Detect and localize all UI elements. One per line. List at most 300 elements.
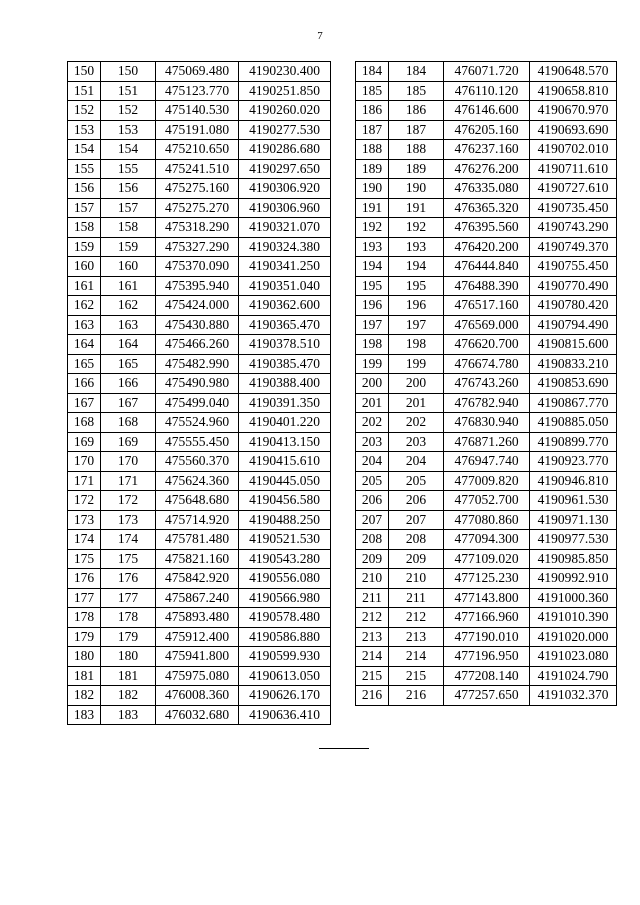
y-coordinate-cell: 4190923.770 — [530, 452, 617, 472]
point-number-cell: 152 — [68, 101, 101, 121]
x-coordinate-cell: 475327.290 — [156, 237, 239, 257]
x-coordinate-cell: 475560.370 — [156, 452, 239, 472]
y-coordinate-cell: 4190815.600 — [530, 335, 617, 355]
point-number-cell: 166 — [68, 374, 101, 394]
x-coordinate-cell: 475318.290 — [156, 218, 239, 238]
vertex-number-cell: 192 — [389, 218, 444, 238]
point-number-cell: 158 — [68, 218, 101, 238]
x-coordinate-cell: 475624.360 — [156, 471, 239, 491]
x-coordinate-cell: 475941.800 — [156, 647, 239, 667]
table-row — [68, 569, 331, 589]
vertex-number-cell: 153 — [101, 120, 156, 140]
y-coordinate-cell: 4190946.810 — [530, 471, 617, 491]
vertex-number-cell: 202 — [389, 413, 444, 433]
table-row — [68, 179, 331, 199]
y-coordinate-cell: 4190566.980 — [239, 588, 331, 608]
vertex-number-cell: 162 — [101, 296, 156, 316]
point-number-cell: 177 — [68, 588, 101, 608]
table-row — [68, 627, 331, 647]
y-coordinate-cell: 4190306.960 — [239, 198, 331, 218]
x-coordinate-cell: 475123.770 — [156, 81, 239, 101]
vertex-number-cell: 179 — [101, 627, 156, 647]
y-coordinate-cell: 4191020.000 — [530, 627, 617, 647]
vertex-number-cell: 151 — [101, 81, 156, 101]
table-row — [68, 608, 331, 628]
y-coordinate-cell: 4190378.510 — [239, 335, 331, 355]
point-number-cell: 192 — [356, 218, 389, 238]
table-row — [68, 276, 331, 296]
y-coordinate-cell: 4190297.650 — [239, 159, 331, 179]
table-row — [356, 686, 617, 706]
point-number-cell: 165 — [68, 354, 101, 374]
point-number-cell: 154 — [68, 140, 101, 160]
vertex-number-cell: 213 — [389, 627, 444, 647]
vertex-number-cell: 170 — [101, 452, 156, 472]
x-coordinate-cell: 477257.650 — [444, 686, 530, 706]
vertex-number-cell: 200 — [389, 374, 444, 394]
y-coordinate-cell: 4190351.040 — [239, 276, 331, 296]
x-coordinate-cell: 475821.160 — [156, 549, 239, 569]
y-coordinate-cell: 4190391.350 — [239, 393, 331, 413]
table-row — [356, 257, 617, 277]
point-number-cell: 207 — [356, 510, 389, 530]
y-coordinate-cell: 4190735.450 — [530, 198, 617, 218]
vertex-number-cell: 193 — [389, 237, 444, 257]
vertex-number-cell: 211 — [389, 588, 444, 608]
x-coordinate-cell: 477080.860 — [444, 510, 530, 530]
table-row — [68, 218, 331, 238]
y-coordinate-cell: 4190321.070 — [239, 218, 331, 238]
point-number-cell: 214 — [356, 647, 389, 667]
x-coordinate-cell: 476488.390 — [444, 276, 530, 296]
y-coordinate-cell: 4190780.420 — [530, 296, 617, 316]
table-row — [68, 510, 331, 530]
point-number-cell: 201 — [356, 393, 389, 413]
point-number-cell: 187 — [356, 120, 389, 140]
y-coordinate-cell: 4190260.020 — [239, 101, 331, 121]
vertex-number-cell: 184 — [389, 62, 444, 82]
point-number-cell: 209 — [356, 549, 389, 569]
table-row — [68, 198, 331, 218]
vertex-number-cell: 210 — [389, 569, 444, 589]
y-coordinate-cell: 4190743.290 — [530, 218, 617, 238]
table-row — [356, 432, 617, 452]
y-coordinate-cell: 4190755.450 — [530, 257, 617, 277]
x-coordinate-cell: 475191.080 — [156, 120, 239, 140]
x-coordinate-cell: 476517.160 — [444, 296, 530, 316]
table-row — [68, 530, 331, 550]
table-row — [68, 686, 331, 706]
vertex-number-cell: 197 — [389, 315, 444, 335]
x-coordinate-cell: 477094.300 — [444, 530, 530, 550]
table-row — [68, 120, 331, 140]
table-row — [68, 491, 331, 511]
table-row — [68, 237, 331, 257]
table-row — [356, 413, 617, 433]
vertex-number-cell: 204 — [389, 452, 444, 472]
table-row — [68, 549, 331, 569]
x-coordinate-cell: 477109.020 — [444, 549, 530, 569]
vertex-number-cell: 177 — [101, 588, 156, 608]
table-row — [356, 198, 617, 218]
point-number-cell: 168 — [68, 413, 101, 433]
y-coordinate-cell: 4190693.690 — [530, 120, 617, 140]
vertex-number-cell: 187 — [389, 120, 444, 140]
y-coordinate-cell: 4190833.210 — [530, 354, 617, 374]
x-coordinate-cell: 475867.240 — [156, 588, 239, 608]
point-number-cell: 180 — [68, 647, 101, 667]
x-coordinate-cell: 477166.960 — [444, 608, 530, 628]
y-coordinate-cell: 4190324.380 — [239, 237, 331, 257]
vertex-number-cell: 175 — [101, 549, 156, 569]
table-row — [356, 452, 617, 472]
vertex-number-cell: 182 — [101, 686, 156, 706]
point-number-cell: 178 — [68, 608, 101, 628]
y-coordinate-cell: 4190961.530 — [530, 491, 617, 511]
vertex-number-cell: 180 — [101, 647, 156, 667]
table-row — [356, 335, 617, 355]
x-coordinate-cell: 476335.080 — [444, 179, 530, 199]
y-coordinate-cell: 4190670.970 — [530, 101, 617, 121]
x-coordinate-cell: 476205.160 — [444, 120, 530, 140]
vertex-number-cell: 173 — [101, 510, 156, 530]
point-number-cell: 193 — [356, 237, 389, 257]
x-coordinate-cell: 475842.920 — [156, 569, 239, 589]
point-number-cell: 172 — [68, 491, 101, 511]
table-row — [356, 530, 617, 550]
x-coordinate-cell: 475370.090 — [156, 257, 239, 277]
point-number-cell: 159 — [68, 237, 101, 257]
vertex-number-cell: 214 — [389, 647, 444, 667]
table-row — [356, 81, 617, 101]
vertex-number-cell: 198 — [389, 335, 444, 355]
point-number-cell: 203 — [356, 432, 389, 452]
point-number-cell: 157 — [68, 198, 101, 218]
y-coordinate-cell: 4191010.390 — [530, 608, 617, 628]
vertex-number-cell: 195 — [389, 276, 444, 296]
y-coordinate-cell: 4190658.810 — [530, 81, 617, 101]
vertex-number-cell: 160 — [101, 257, 156, 277]
x-coordinate-cell: 477125.230 — [444, 569, 530, 589]
table-row — [68, 647, 331, 667]
point-number-cell: 195 — [356, 276, 389, 296]
y-coordinate-cell: 4191032.370 — [530, 686, 617, 706]
vertex-number-cell: 169 — [101, 432, 156, 452]
point-number-cell: 173 — [68, 510, 101, 530]
vertex-number-cell: 196 — [389, 296, 444, 316]
y-coordinate-cell: 4191000.360 — [530, 588, 617, 608]
x-coordinate-cell: 475555.450 — [156, 432, 239, 452]
x-coordinate-cell: 475524.960 — [156, 413, 239, 433]
x-coordinate-cell: 475781.480 — [156, 530, 239, 550]
table-row — [68, 452, 331, 472]
coordinates-table-right — [355, 61, 617, 706]
point-number-cell: 174 — [68, 530, 101, 550]
x-coordinate-cell: 475275.270 — [156, 198, 239, 218]
vertex-number-cell: 172 — [101, 491, 156, 511]
table-row — [356, 647, 617, 667]
y-coordinate-cell: 4190488.250 — [239, 510, 331, 530]
table-row — [68, 140, 331, 160]
y-coordinate-cell: 4190543.280 — [239, 549, 331, 569]
point-number-cell: 198 — [356, 335, 389, 355]
table-row — [356, 315, 617, 335]
point-number-cell: 175 — [68, 549, 101, 569]
point-number-cell: 169 — [68, 432, 101, 452]
y-coordinate-cell: 4190456.580 — [239, 491, 331, 511]
y-coordinate-cell: 4190977.530 — [530, 530, 617, 550]
x-coordinate-cell: 475466.260 — [156, 335, 239, 355]
vertex-number-cell: 209 — [389, 549, 444, 569]
point-number-cell: 181 — [68, 666, 101, 686]
x-coordinate-cell: 477052.700 — [444, 491, 530, 511]
y-coordinate-cell: 4190711.610 — [530, 159, 617, 179]
table-row — [356, 218, 617, 238]
point-number-cell: 215 — [356, 666, 389, 686]
y-coordinate-cell: 4190702.010 — [530, 140, 617, 160]
point-number-cell: 170 — [68, 452, 101, 472]
point-number-cell: 163 — [68, 315, 101, 335]
x-coordinate-cell: 476569.000 — [444, 315, 530, 335]
table-row — [356, 276, 617, 296]
point-number-cell: 179 — [68, 627, 101, 647]
vertex-number-cell: 191 — [389, 198, 444, 218]
vertex-number-cell: 154 — [101, 140, 156, 160]
table-row — [356, 120, 617, 140]
y-coordinate-cell: 4190613.050 — [239, 666, 331, 686]
x-coordinate-cell: 476830.940 — [444, 413, 530, 433]
point-number-cell: 153 — [68, 120, 101, 140]
vertex-number-cell: 201 — [389, 393, 444, 413]
vertex-number-cell: 157 — [101, 198, 156, 218]
table-row — [68, 101, 331, 121]
point-number-cell: 156 — [68, 179, 101, 199]
y-coordinate-cell: 4190251.850 — [239, 81, 331, 101]
table-row — [356, 666, 617, 686]
y-coordinate-cell: 4190992.910 — [530, 569, 617, 589]
vertex-number-cell: 156 — [101, 179, 156, 199]
y-coordinate-cell: 4190413.150 — [239, 432, 331, 452]
x-coordinate-cell: 475490.980 — [156, 374, 239, 394]
point-number-cell: 150 — [68, 62, 101, 82]
table-row — [68, 471, 331, 491]
x-coordinate-cell: 476395.560 — [444, 218, 530, 238]
y-coordinate-cell: 4190277.530 — [239, 120, 331, 140]
x-coordinate-cell: 475893.480 — [156, 608, 239, 628]
point-number-cell: 161 — [68, 276, 101, 296]
y-coordinate-cell: 4190578.480 — [239, 608, 331, 628]
point-number-cell: 183 — [68, 705, 101, 725]
y-coordinate-cell: 4190727.610 — [530, 179, 617, 199]
table-row — [356, 393, 617, 413]
y-coordinate-cell: 4190556.080 — [239, 569, 331, 589]
table-row — [68, 335, 331, 355]
point-number-cell: 204 — [356, 452, 389, 472]
x-coordinate-cell: 476276.200 — [444, 159, 530, 179]
vertex-number-cell: 206 — [389, 491, 444, 511]
vertex-number-cell: 186 — [389, 101, 444, 121]
y-coordinate-cell: 4190415.610 — [239, 452, 331, 472]
y-coordinate-cell: 4190867.770 — [530, 393, 617, 413]
y-coordinate-cell: 4191024.790 — [530, 666, 617, 686]
vertex-number-cell: 171 — [101, 471, 156, 491]
y-coordinate-cell: 4190385.470 — [239, 354, 331, 374]
vertex-number-cell: 216 — [389, 686, 444, 706]
point-number-cell: 171 — [68, 471, 101, 491]
x-coordinate-cell: 475912.400 — [156, 627, 239, 647]
table-row — [68, 413, 331, 433]
vertex-number-cell: 194 — [389, 257, 444, 277]
x-coordinate-cell: 477009.820 — [444, 471, 530, 491]
x-coordinate-cell: 476032.680 — [156, 705, 239, 725]
table-row — [68, 81, 331, 101]
table-row — [356, 237, 617, 257]
point-number-cell: 188 — [356, 140, 389, 160]
vertex-number-cell: 199 — [389, 354, 444, 374]
table-row — [68, 159, 331, 179]
x-coordinate-cell: 475648.680 — [156, 491, 239, 511]
y-coordinate-cell: 4190599.930 — [239, 647, 331, 667]
x-coordinate-cell: 476071.720 — [444, 62, 530, 82]
x-coordinate-cell: 475395.940 — [156, 276, 239, 296]
y-coordinate-cell: 4190885.050 — [530, 413, 617, 433]
y-coordinate-cell: 4190341.250 — [239, 257, 331, 277]
vertex-number-cell: 185 — [389, 81, 444, 101]
point-number-cell: 211 — [356, 588, 389, 608]
point-number-cell: 164 — [68, 335, 101, 355]
x-coordinate-cell: 475975.080 — [156, 666, 239, 686]
x-coordinate-cell: 477196.950 — [444, 647, 530, 667]
point-number-cell: 206 — [356, 491, 389, 511]
x-coordinate-cell: 475482.990 — [156, 354, 239, 374]
x-coordinate-cell: 476871.260 — [444, 432, 530, 452]
point-number-cell: 210 — [356, 569, 389, 589]
table-row — [356, 179, 617, 199]
table-row — [68, 393, 331, 413]
page-number: 7 — [317, 30, 323, 42]
x-coordinate-cell: 476420.200 — [444, 237, 530, 257]
vertex-number-cell: 164 — [101, 335, 156, 355]
vertex-number-cell: 207 — [389, 510, 444, 530]
y-coordinate-cell: 4190445.050 — [239, 471, 331, 491]
vertex-number-cell: 181 — [101, 666, 156, 686]
vertex-number-cell: 188 — [389, 140, 444, 160]
point-number-cell: 213 — [356, 627, 389, 647]
point-number-cell: 155 — [68, 159, 101, 179]
vertex-number-cell: 215 — [389, 666, 444, 686]
point-number-cell: 191 — [356, 198, 389, 218]
y-coordinate-cell: 4190770.490 — [530, 276, 617, 296]
y-coordinate-cell: 4190306.920 — [239, 179, 331, 199]
vertex-number-cell: 152 — [101, 101, 156, 121]
y-coordinate-cell: 4191023.080 — [530, 647, 617, 667]
table-row — [68, 62, 331, 82]
x-coordinate-cell: 476237.160 — [444, 140, 530, 160]
vertex-number-cell: 212 — [389, 608, 444, 628]
point-number-cell: 151 — [68, 81, 101, 101]
x-coordinate-cell: 475430.880 — [156, 315, 239, 335]
point-number-cell: 196 — [356, 296, 389, 316]
point-number-cell: 216 — [356, 686, 389, 706]
x-coordinate-cell: 475275.160 — [156, 179, 239, 199]
x-coordinate-cell: 475210.650 — [156, 140, 239, 160]
end-separator-line — [319, 748, 369, 749]
y-coordinate-cell: 4190362.600 — [239, 296, 331, 316]
point-number-cell: 162 — [68, 296, 101, 316]
y-coordinate-cell: 4190899.770 — [530, 432, 617, 452]
x-coordinate-cell: 476110.120 — [444, 81, 530, 101]
y-coordinate-cell: 4190388.400 — [239, 374, 331, 394]
point-number-cell: 202 — [356, 413, 389, 433]
vertex-number-cell: 159 — [101, 237, 156, 257]
vertex-number-cell: 166 — [101, 374, 156, 394]
table-row — [356, 471, 617, 491]
vertex-number-cell: 189 — [389, 159, 444, 179]
vertex-number-cell: 205 — [389, 471, 444, 491]
point-number-cell: 182 — [68, 686, 101, 706]
table-row — [68, 588, 331, 608]
point-number-cell: 205 — [356, 471, 389, 491]
x-coordinate-cell: 475424.000 — [156, 296, 239, 316]
table-row — [68, 354, 331, 374]
vertex-number-cell: 168 — [101, 413, 156, 433]
y-coordinate-cell: 4190971.130 — [530, 510, 617, 530]
table-row — [356, 101, 617, 121]
x-coordinate-cell: 476782.940 — [444, 393, 530, 413]
x-coordinate-cell: 477208.140 — [444, 666, 530, 686]
x-coordinate-cell: 475714.920 — [156, 510, 239, 530]
y-coordinate-cell: 4190648.570 — [530, 62, 617, 82]
y-coordinate-cell: 4190521.530 — [239, 530, 331, 550]
y-coordinate-cell: 4190853.690 — [530, 374, 617, 394]
vertex-number-cell: 203 — [389, 432, 444, 452]
table-row — [356, 354, 617, 374]
vertex-number-cell: 167 — [101, 393, 156, 413]
x-coordinate-cell: 476743.260 — [444, 374, 530, 394]
table-row — [68, 705, 331, 725]
vertex-number-cell: 178 — [101, 608, 156, 628]
table-row — [68, 432, 331, 452]
x-coordinate-cell: 477190.010 — [444, 627, 530, 647]
table-row — [356, 627, 617, 647]
x-coordinate-cell: 477143.800 — [444, 588, 530, 608]
point-number-cell: 208 — [356, 530, 389, 550]
y-coordinate-cell: 4190626.170 — [239, 686, 331, 706]
vertex-number-cell: 174 — [101, 530, 156, 550]
vertex-number-cell: 208 — [389, 530, 444, 550]
point-number-cell: 197 — [356, 315, 389, 335]
x-coordinate-cell: 476947.740 — [444, 452, 530, 472]
x-coordinate-cell: 476674.780 — [444, 354, 530, 374]
point-number-cell: 160 — [68, 257, 101, 277]
vertex-number-cell: 155 — [101, 159, 156, 179]
table-row — [356, 491, 617, 511]
x-coordinate-cell: 475140.530 — [156, 101, 239, 121]
table-row — [68, 374, 331, 394]
table-row — [356, 549, 617, 569]
table-row — [356, 569, 617, 589]
y-coordinate-cell: 4190401.220 — [239, 413, 331, 433]
y-coordinate-cell: 4190794.490 — [530, 315, 617, 335]
point-number-cell: 185 — [356, 81, 389, 101]
point-number-cell: 184 — [356, 62, 389, 82]
y-coordinate-cell: 4190985.850 — [530, 549, 617, 569]
table-row — [356, 510, 617, 530]
y-coordinate-cell: 4190636.410 — [239, 705, 331, 725]
table-row — [68, 296, 331, 316]
y-coordinate-cell: 4190365.470 — [239, 315, 331, 335]
point-number-cell: 167 — [68, 393, 101, 413]
